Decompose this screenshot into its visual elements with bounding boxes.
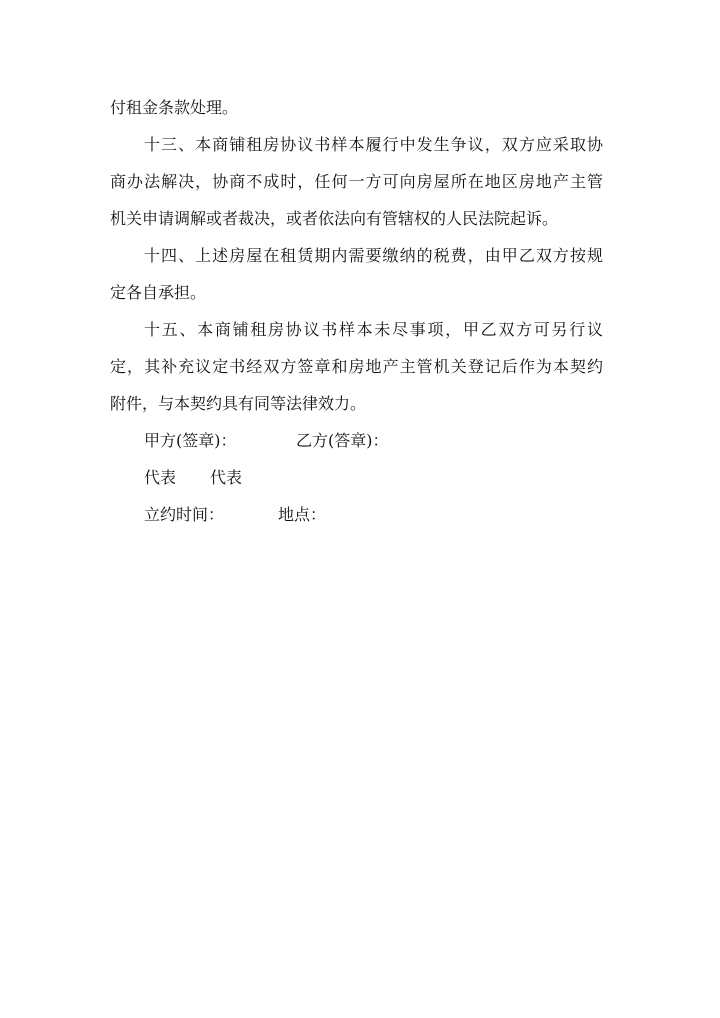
clause-14-line-1: 十四、上述房屋在租赁期内需要缴纳的税费，由甲乙双方按规 [144,246,603,265]
clause-15-line-3: 附件，与本契约具有同等法律效力。 [110,394,367,413]
party-b-signature-label: 乙方(答章)： [296,431,389,450]
paragraph-line: 付租金条款处理。 [110,98,239,117]
clause-13-line-1: 十三、本商铺租房协议书样本履行中发生争议，双方应采取协 [144,135,603,154]
clause-13-line-3: 机关申请调解或者裁决，或者依法向有管辖权的人民法院起诉。 [110,209,559,228]
clause-15-line-1: 十五、本商铺租房协议书样本未尽事项，甲乙双方可另行议 [144,320,603,339]
party-b-representative-label: 代表 [210,468,243,487]
contract-text [110,89,603,533]
signature-representative-row [110,459,603,496]
clause-13-line-2: 商办法解决，协商不成时，任何一方可向房屋所在地区房地产主管 [110,172,603,191]
clause-14-line-2: 定各自承担。 [110,283,207,302]
signing-place-label: 地点： [278,505,327,524]
signature-date-place-row [110,496,603,533]
party-a-signature-label: 甲方(签章)： [144,431,237,450]
party-a-representative-label: 代表 [144,468,177,487]
signature-party-row [110,422,603,459]
signing-date-label: 立约时间： [144,505,225,524]
clause-15-line-2: 定，其补充议定书经双方签章和房地产主管机关登记后作为本契约 [110,357,603,376]
